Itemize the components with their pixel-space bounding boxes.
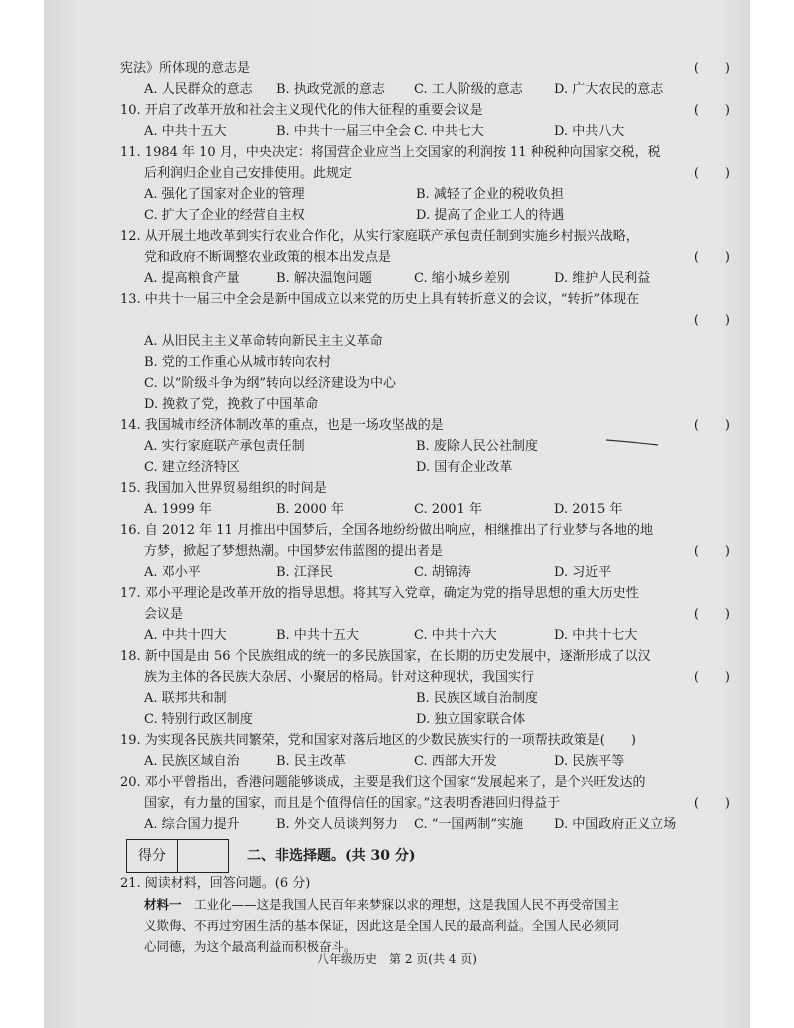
q17-option-c: C. 中共十六大 — [414, 628, 497, 643]
q14-option-a: A. 实行家庭联产承包责任制 — [144, 439, 305, 454]
q9-option-b: B. 执政党派的意志 — [276, 82, 385, 97]
q21-material-line1 — [120, 894, 730, 915]
q16-stem-line1: 16. 自 2012 年 11 月推出中国梦后，全国各地纷纷做出响应，相继推出了行业梦与各地的地 — [120, 523, 653, 538]
q11-options-row2 — [120, 205, 730, 226]
q18-option-c: C. 特别行政区制度 — [144, 712, 253, 727]
q13-stem-line1: 13. 中共十一届三中全会是新中国成立以来党的历史上具有转折意义的会议，“转折”体现在 — [120, 292, 640, 307]
q9-answer-paren: ( ) — [693, 61, 730, 76]
q13-option-b: B. 党的工作重心从城市转向农村 — [144, 355, 331, 370]
section2-header — [126, 839, 730, 873]
score-blank-field[interactable] — [178, 840, 228, 872]
q15-option-b: B. 2000 年 — [276, 502, 345, 517]
q16-options — [120, 562, 730, 583]
q21-material-line3: 心同德，为这个最高利益而积极奋斗。 — [144, 939, 357, 954]
q9-option-c: C. 工人阶级的意志 — [414, 82, 523, 97]
q11-stem-line2 — [120, 163, 730, 184]
q20-option-a: A. 综合国力提升 — [144, 817, 240, 832]
q10-answer-paren: ( ) — [693, 103, 730, 118]
q11-option-d: D. 提高了企业工人的待遇 — [416, 208, 565, 223]
q16-answer-paren: ( ) — [693, 544, 730, 559]
q15-option-c: C. 2001 年 — [414, 502, 482, 517]
q17-stem-line1: 17. 邓小平理论是改革开放的指导思想。将其写入党章，确定为党的指导思想的重大历史性 — [120, 586, 639, 601]
q18-answer-paren: ( ) — [693, 670, 730, 685]
q18-option-a: A. 联邦共和制 — [144, 691, 227, 706]
q17-option-d: D. 中共十七大 — [554, 628, 638, 643]
q17-option-a: A. 中共十四大 — [144, 628, 227, 643]
q9-options — [120, 79, 730, 100]
q15-option-a: A. 1999 年 — [144, 502, 212, 517]
q20-options — [120, 814, 730, 835]
q9-option-d: D. 广大农民的意志 — [554, 82, 664, 97]
q9-stem — [120, 58, 730, 79]
q10-options — [120, 121, 730, 142]
q17-options — [120, 625, 730, 646]
q15-options — [120, 499, 730, 520]
q13-option-a: A. 从旧民主主义革命转向新民主主义革命 — [144, 334, 383, 349]
q12-text: 党和政府不断调整农业政策的根本出发点是 — [144, 250, 392, 265]
q18-options-row1 — [120, 688, 730, 709]
q11-option-a: A. 强化了国家对企业的管理 — [144, 187, 305, 202]
q12-stem-line2 — [120, 247, 730, 268]
q14-option-d: D. 国有企业改革 — [416, 460, 513, 475]
q18-options-row2 — [120, 709, 730, 730]
q10-option-c: C. 中共七大 — [414, 124, 484, 139]
question-list — [120, 58, 730, 957]
q20-stem-line2 — [120, 793, 730, 814]
q16-option-d: D. 习近平 — [554, 565, 612, 580]
q17-option-b: B. 中共十五大 — [276, 628, 359, 643]
q19-option-b: B. 民主改革 — [276, 754, 346, 769]
exam-paper — [44, 0, 750, 1028]
q20-option-b: B. 外交人员谈判努力 — [276, 817, 398, 832]
q19-options — [120, 751, 730, 772]
q12-option-d: D. 维护人民利益 — [554, 271, 651, 286]
q19-option-d: D. 民族平等 — [554, 754, 625, 769]
q20-option-d: D. 中国政府正义立场 — [554, 817, 677, 832]
q14-answer-paren: ( ) — [693, 418, 730, 433]
q14-option-b: B. 废除人民公社制度 — [416, 439, 538, 454]
q9-text: 宪法》所体现的意志是 — [120, 61, 251, 76]
q10-option-a: A. 中共十五大 — [144, 124, 227, 139]
q20-answer-paren: ( ) — [693, 796, 730, 811]
q18-stem-line1: 18. 新中国是由 56 个民族组成的统一的多民族国家，在长期的历史发展中，逐渐形成了以汉 — [120, 649, 651, 664]
q20-text: 国家，有力量的国家，而且是个值得信任的国家。”这表明香港回归得益于 — [144, 796, 561, 811]
section2-title: 二、非选择题。(共 30 分) — [247, 847, 416, 864]
q19-option-a: A. 民族区域自治 — [144, 754, 240, 769]
q20-option-c: C. “一国两制”实施 — [414, 817, 524, 832]
q10-option-b: B. 中共十一届三中全会 — [276, 124, 411, 139]
q14-options-row2 — [120, 457, 730, 478]
q16-stem-line2 — [120, 541, 730, 562]
pen-stroke-mark — [604, 438, 660, 446]
q11-option-b: B. 减轻了企业的税收负担 — [416, 187, 564, 202]
q15-option-d: D. 2015 年 — [554, 502, 623, 517]
q16-option-b: B. 江泽民 — [276, 565, 333, 580]
q21-material-text1: 工业化——这是我国人民百年来梦寐以求的理想，这是我国人民不再受帝国主 — [181, 897, 620, 912]
score-label: 得分 — [127, 840, 178, 872]
q19-option-c: C. 西部大开发 — [414, 754, 497, 769]
q11-stem-line1: 11. 1984 年 10 月，中央决定：将国营企业应当上交国家的利润按 11 种税种向国家交税，税 — [120, 145, 661, 160]
q12-options — [120, 268, 730, 289]
q11-answer-paren: ( ) — [693, 166, 730, 181]
q18-text: 族为主体的各民族大杂居、小聚居的格局。针对这种现状，我国实行 — [144, 670, 535, 685]
q21-material-label: 材料一 — [144, 897, 182, 912]
q11-text: 后利润归企业自己安排使用。此规定 — [144, 166, 353, 181]
q14-stem — [120, 415, 730, 436]
q10-text: 10. 开启了改革开放和社会主义现代化的伟大征程的重要会议是 — [120, 103, 483, 118]
q13-answer-paren: ( ) — [693, 313, 730, 328]
q17-answer-paren: ( ) — [693, 607, 730, 622]
q12-option-b: B. 解决温饱问题 — [276, 271, 372, 286]
q21-stem: 21. 阅读材料，回答问题。(6 分) — [120, 876, 311, 891]
q10-option-d: D. 中共八大 — [554, 124, 625, 139]
q21-material-line2: 义欺侮、不再过穷困生活的基本保证，因此这是全国人民的最高利益。全国人民必须同 — [144, 918, 620, 933]
page-footer: 八年级历史 第 2 页(共 4 页) — [317, 952, 477, 966]
q19-stem: 19. 为实现各民族共同繁荣，党和国家对落后地区的少数民族实行的一项帮扶政策是( ) — [120, 733, 636, 748]
q9-option-a: A. 人民群众的意志 — [144, 82, 253, 97]
q11-options-row1 — [120, 184, 730, 205]
q12-option-a: A. 提高粮食产量 — [144, 271, 240, 286]
q12-option-c: C. 缩小城乡差别 — [414, 271, 510, 286]
q14-text: 14. 我国城市经济体制改革的重点，也是一场攻坚战的是 — [120, 418, 444, 433]
q10-stem — [120, 100, 730, 121]
q16-option-c: C. 胡锦涛 — [414, 565, 471, 580]
q13-option-d: D. 挽救了党，挽救了中国革命 — [144, 397, 319, 412]
q16-text: 方梦，掀起了梦想热潮。中国梦宏伟蓝图的提出者是 — [144, 544, 444, 559]
q16-option-a: A. 邓小平 — [144, 565, 201, 580]
q20-stem-line1: 20. 邓小平曾指出，香港问题能够谈成，主要是我们这个国家“发展起来了，是个兴旺发达的 — [120, 775, 646, 790]
q18-option-b: B. 民族区域自治制度 — [416, 691, 538, 706]
q18-stem-line2 — [120, 667, 730, 688]
q12-answer-paren: ( ) — [693, 250, 730, 265]
q12-stem-line1: 12. 从开展土地改革到实行农业合作化，从实行家庭联产承包责任制到实施乡村振兴战略， — [120, 229, 639, 244]
q14-option-c: C. 建立经济特区 — [144, 460, 240, 475]
q17-text: 会议是 — [144, 607, 184, 622]
q13-paren-line — [120, 310, 730, 331]
q11-option-c: C. 扩大了企业的经营自主权 — [144, 208, 305, 223]
q13-option-c: C. 以“阶级斗争为纲”转向以经济建设为中心 — [144, 376, 397, 391]
score-box — [126, 839, 229, 873]
q15-stem: 15. 我国加入世界贸易组织的时间是 — [120, 481, 327, 496]
q17-stem-line2 — [120, 604, 730, 625]
q18-option-d: D. 独立国家联合体 — [416, 712, 526, 727]
